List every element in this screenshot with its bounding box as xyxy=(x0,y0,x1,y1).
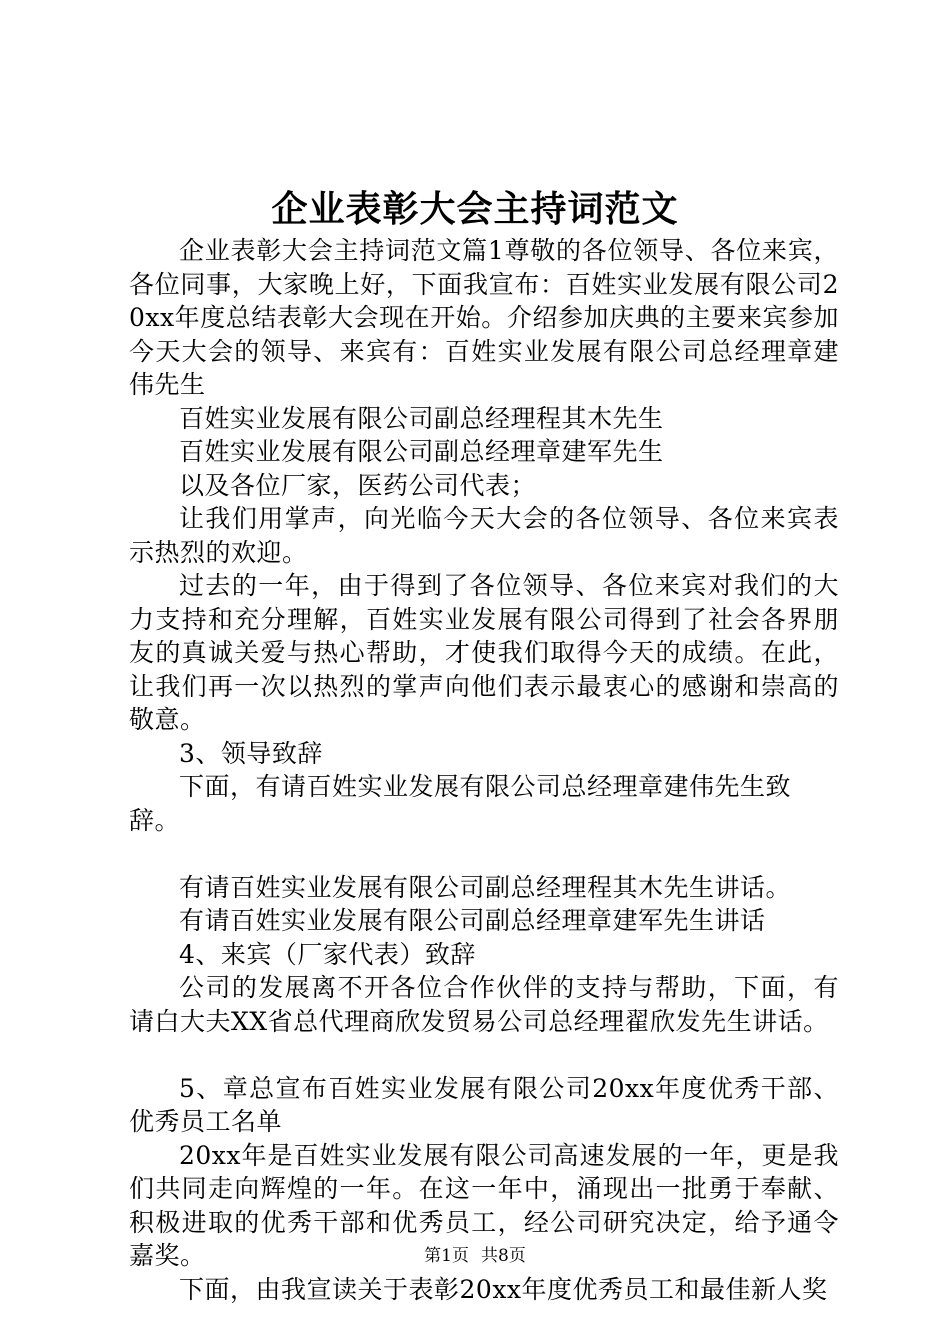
paragraph-guest-2: 百姓实业发展有限公司副总经理章建军先生 xyxy=(179,437,664,466)
section-heading-3: 3、领导致辞 xyxy=(179,738,323,768)
paragraph-announce: 下面，由我宣读关于表彰20xx年度优秀员工和最佳新人奖 xyxy=(179,1274,828,1304)
blank-line xyxy=(129,837,839,871)
section-heading-4: 4、来宾（厂家代表）致辞 xyxy=(179,939,476,969)
document-body xyxy=(129,234,839,1306)
paragraph-guest-3: 以及各位厂家，医药公司代表； xyxy=(179,470,537,500)
paragraph-thanks: 过去的一年，由于得到了各位领导、各位来宾对我们的大力支持和充分理解，百姓实业发展有限公司得到了社会各界朋友的真诚关爱与热心帮助，才使我们取得今天的成绩。在此，让我们再一次以热烈的掌声向他们表示最衷心的感谢和崇高的敬意。 xyxy=(129,571,839,734)
paragraph-speech-3: 有请百姓实业发展有限公司副总经理章建军先生讲话 xyxy=(179,906,766,935)
section-heading-5: 5、章总宣布百姓实业发展有限公司20xx年度优秀干部、优秀员工名单 xyxy=(129,1073,839,1136)
paragraph-partner: 公司的发展离不开各位合作伙伴的支持与帮助，下面，有请白大夫XX省总代理商欣发贸易公司总经理翟欣发先生讲话。 xyxy=(129,973,839,1036)
document-title: 企业表彰大会主持词范文 xyxy=(271,188,679,230)
page-footer xyxy=(0,1244,950,1268)
paragraph-guest-1: 百姓实业发展有限公司副总经理程其木先生 xyxy=(179,403,664,433)
page-total: 共8页 xyxy=(481,1246,526,1266)
page-number: 第1页 xyxy=(424,1246,469,1266)
paragraph-speech-1: 下面，有请百姓实业发展有限公司总经理章建伟先生致辞。 xyxy=(129,772,792,835)
paragraph-year-review: 20xx年是百姓实业发展有限公司高速发展的一年，更是我们共同走向辉煌的一年。在这一年中，涌现出一批勇于奉献、积极进取的优秀干部和优秀员工，经公司研究决定，给予通令嘉奖。 xyxy=(129,1140,839,1270)
paragraph-speech-2: 有请百姓实业发展有限公司副总经理程其木先生讲话。 xyxy=(179,872,792,902)
paragraph-intro: 企业表彰大会主持词范文篇1尊敬的各位领导、各位来宾，各位同事，大家晚上好，下面我宣布：百姓实业发展有限公司20xx年度总结表彰大会现在开始。介绍参加庆典的主要来宾参加今天大会的领导、来宾有：百姓实业发展有限公司总经理章建伟先生 xyxy=(129,236,839,399)
paragraph-welcome: 让我们用掌声，向光临今天大会的各位领导、各位来宾表示热烈的欢迎。 xyxy=(129,504,839,567)
blank-line xyxy=(129,1038,839,1072)
